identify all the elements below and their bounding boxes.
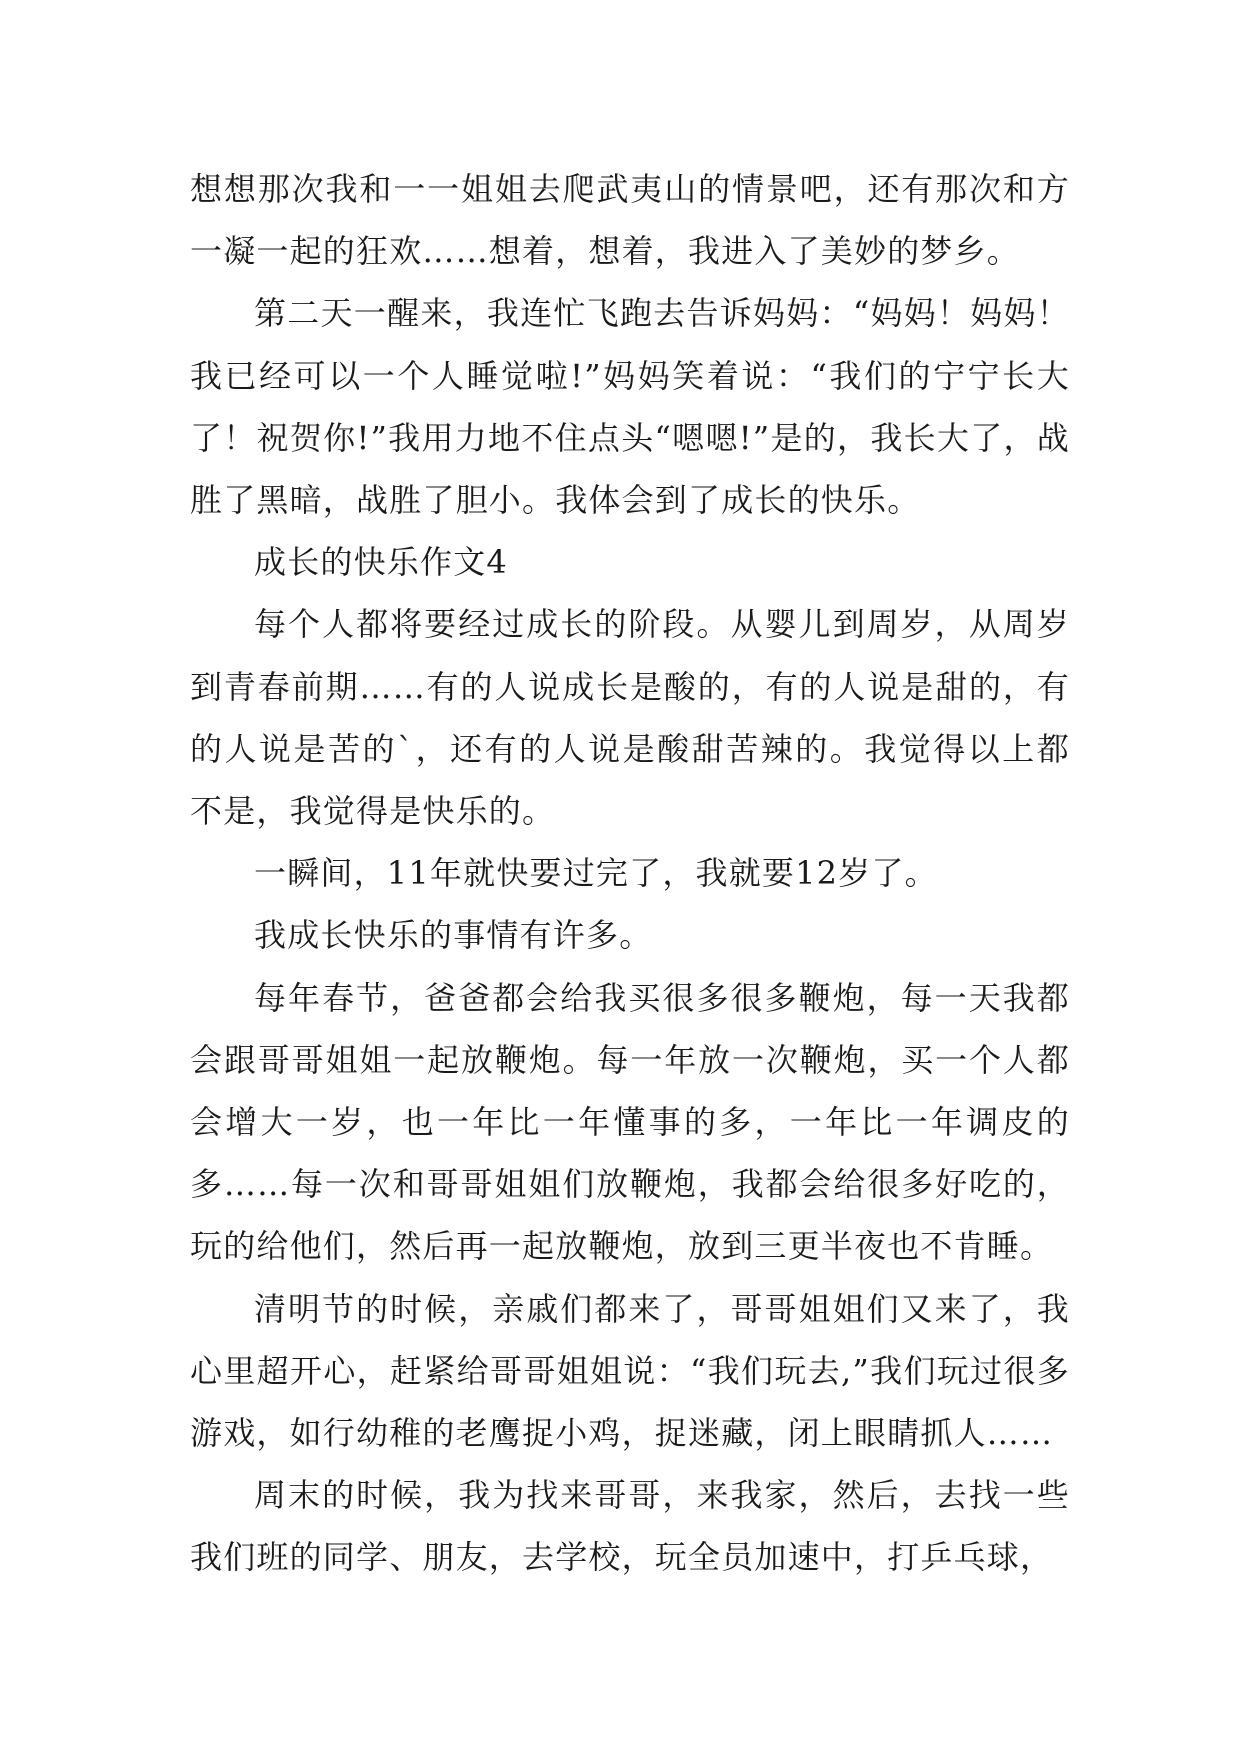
section-heading: 成长的快乐作文4 — [254, 543, 508, 582]
paragraph-8: 周末的时候，我为找来哥哥，来我家，然后，去找一些我们班的同学、朋友，去学校，玩全员加速中，打乒乓球， — [190, 1476, 1070, 1577]
paragraph-7: 清明节的时候，亲戚们都来了，哥哥姐姐们又来了，我心里超开心，赶紧给哥哥姐姐说：“我们玩去,”我们玩过很多游戏，如行幼稚的老鹰捉小鸡，捉迷藏，闭上眼睛抓人…… — [190, 1289, 1070, 1453]
paragraph-1: 想想那次我和一一姐姐去爬武夷山的情景吧，还有那次和方一凝一起的狂欢……想着，想着，我进入了美妙的梦乡。 — [190, 170, 1070, 271]
paragraph-3: 每个人都将要经过成长的阶段。从婴儿到周岁，从周岁到青春前期……有的人说成长是酸的，有的人说是甜的，有的人说是苦的`，还有的人说是酸甜苦辣的。我觉得以上都不是，我觉得是快乐的。 — [190, 605, 1070, 831]
paragraph-6: 每年春节，爸爸都会给我买很多很多鞭炮，每一天我都会跟哥哥姐姐一起放鞭炮。每一年放一次鞭炮，买一个人都会增大一岁，也一年比一年懂事的多，一年比一年调皮的多……每一次和哥哥姐姐们放鞭炮，我都会给很多好吃的，玩的给他们，然后再一起放鞭炮，放到三更半夜也不肯睡。 — [190, 978, 1070, 1266]
paragraph-2: 第二天一醒来，我连忙飞跑去告诉妈妈：“妈妈！妈妈！我已经可以一个人睡觉啦!”妈妈笑着说：“我们的宁宁长大了！祝贺你!”我用力地不住点头“嗯嗯!”是的，我长大了，战胜了黑暗，战胜了胆小。我体会到了成长的快乐。 — [190, 294, 1070, 520]
paragraph-4: 一瞬间，11年就快要过完了，我就要12岁了。 — [254, 854, 938, 893]
paragraph-5: 我成长快乐的事情有许多。 — [254, 916, 653, 955]
body-text — [190, 158, 1070, 1589]
